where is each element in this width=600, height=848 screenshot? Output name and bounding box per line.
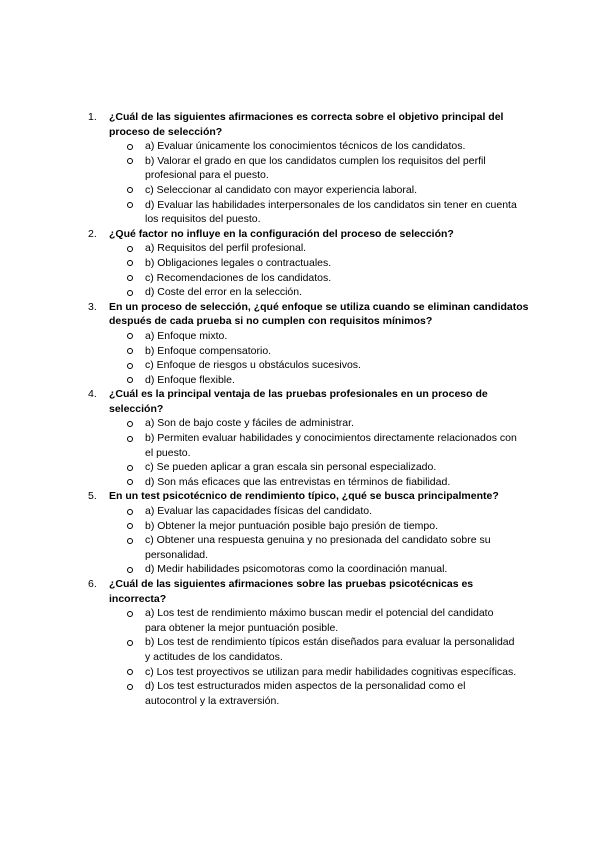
option-item bbox=[0, 460, 600, 475]
option-text: b) Obtener la mejor puntuación posible bajo presión de tiempo. bbox=[145, 519, 439, 532]
circle-bullet-icon bbox=[127, 669, 133, 675]
circle-bullet-icon bbox=[127, 684, 133, 690]
option-text: d) Evaluar las habilidades interpersonales de los candidatos sin tener en cuenta los requisitos del puesto. bbox=[145, 198, 517, 226]
question-item bbox=[0, 577, 600, 708]
circle-bullet-icon bbox=[127, 333, 133, 339]
question-number: 1. bbox=[88, 111, 97, 123]
circle-bullet-icon bbox=[127, 158, 133, 164]
option-text: d) Son más eficaces que las entrevistas en términos de fiabilidad. bbox=[145, 475, 451, 488]
option-text: d) Los test estructurados miden aspectos de la personalidad como el autocontrol y la extraversión. bbox=[145, 680, 466, 707]
circle-bullet-icon bbox=[127, 479, 133, 485]
option-item bbox=[0, 344, 600, 359]
circle-bullet-icon bbox=[127, 246, 133, 252]
option-item bbox=[0, 154, 600, 183]
option-item bbox=[0, 139, 600, 154]
question-number: 2. bbox=[88, 227, 97, 240]
option-text: d) Medir habilidades psicomotoras como la coordinación manual. bbox=[145, 563, 448, 576]
circle-bullet-icon bbox=[127, 202, 133, 208]
option-item bbox=[0, 198, 600, 227]
question-number: 3. bbox=[88, 300, 97, 313]
option-item bbox=[0, 504, 600, 519]
option-text: b) Permiten evaluar habilidades y conocimientos directamente relacionados con el puesto. bbox=[145, 432, 517, 459]
circle-bullet-icon bbox=[127, 523, 133, 529]
option-text: d) Coste del error en la selección. bbox=[145, 286, 302, 299]
option-item bbox=[0, 606, 600, 635]
question-number: 6. bbox=[88, 578, 97, 590]
option-item bbox=[0, 256, 600, 271]
question-item bbox=[0, 110, 600, 227]
option-text: b) Los test de rendimiento típicos están diseñados para evaluar la personalidad y actitudes de los candidatos. bbox=[145, 636, 515, 663]
question-text: En un proceso de selección, ¿qué enfoque se utiliza cuando se eliminan candidatos después de cada prueba si no cumplen con requisitos mínimos? bbox=[109, 300, 529, 328]
option-text: d) Enfoque flexible. bbox=[145, 373, 235, 386]
question-list bbox=[0, 110, 600, 708]
option-item bbox=[0, 519, 600, 534]
circle-bullet-icon bbox=[127, 187, 133, 193]
option-text: c) Enfoque de riesgos u obstáculos sucesivos. bbox=[145, 359, 361, 372]
circle-bullet-icon bbox=[127, 509, 133, 515]
option-list bbox=[0, 606, 600, 708]
option-item bbox=[0, 271, 600, 286]
option-item bbox=[0, 533, 600, 562]
question-text: ¿Cuál de las siguientes afirmaciones sobre las pruebas psicotécnicas es incorrecta? bbox=[109, 578, 474, 605]
option-item bbox=[0, 679, 600, 708]
option-text: c) Obtener una respuesta genuina y no presionada del candidato sobre su personalidad. bbox=[145, 534, 491, 561]
question-number: 4. bbox=[88, 388, 97, 401]
option-text: a) Requisitos del perfil profesional. bbox=[145, 242, 307, 255]
option-item bbox=[0, 562, 600, 577]
option-item bbox=[0, 431, 600, 460]
option-text: c) Recomendaciones de los candidatos. bbox=[145, 271, 332, 284]
question-item bbox=[0, 300, 600, 388]
option-item bbox=[0, 373, 600, 388]
option-item bbox=[0, 183, 600, 198]
circle-bullet-icon bbox=[127, 436, 133, 442]
question-item bbox=[0, 387, 600, 489]
option-text: a) Son de bajo coste y fáciles de administrar. bbox=[145, 417, 354, 430]
question-text: En un test psicotécnico de rendimiento típico, ¿qué se busca principalmente? bbox=[109, 490, 499, 503]
option-list bbox=[0, 241, 600, 299]
circle-bullet-icon bbox=[127, 377, 133, 383]
option-list bbox=[0, 504, 600, 577]
circle-bullet-icon bbox=[127, 465, 133, 471]
option-item bbox=[0, 285, 600, 300]
option-text: b) Enfoque compensatorio. bbox=[145, 344, 272, 357]
circle-bullet-icon bbox=[127, 567, 133, 573]
option-text: a) Los test de rendimiento máximo buscan medir el potencial del candidato para obtener la mejor puntuación posible. bbox=[145, 607, 494, 634]
question-text: ¿Cuál es la principal ventaja de las pruebas profesionales en un proceso de selección? bbox=[109, 388, 488, 415]
circle-bullet-icon bbox=[127, 290, 133, 296]
question-item bbox=[0, 227, 600, 300]
option-list bbox=[0, 329, 600, 387]
option-list bbox=[0, 139, 600, 227]
circle-bullet-icon bbox=[127, 421, 133, 427]
option-text: a) Enfoque mixto. bbox=[145, 329, 228, 342]
circle-bullet-icon bbox=[127, 640, 133, 646]
option-item bbox=[0, 665, 600, 680]
option-item bbox=[0, 475, 600, 490]
option-text: c) Seleccionar al candidato con mayor experiencia laboral. bbox=[145, 183, 417, 196]
question-text: ¿Qué factor no influye en la configuración del proceso de selección? bbox=[109, 227, 454, 240]
option-text: c) Se pueden aplicar a gran escala sin personal especializado. bbox=[145, 461, 437, 474]
option-item bbox=[0, 635, 600, 664]
circle-bullet-icon bbox=[127, 260, 133, 266]
option-item bbox=[0, 358, 600, 373]
option-item bbox=[0, 416, 600, 431]
circle-bullet-icon bbox=[127, 538, 133, 544]
option-text: b) Obligaciones legales o contractuales. bbox=[145, 256, 332, 269]
question-text: ¿Cuál de las siguientes afirmaciones es correcta sobre el objetivo principal del proceso de selección? bbox=[109, 111, 504, 138]
option-text: b) Valorar el grado en que los candidatos cumplen los requisitos del perfil profesional para el puesto. bbox=[145, 154, 486, 182]
option-list bbox=[0, 416, 600, 489]
option-text: a) Evaluar las capacidades físicas del candidato. bbox=[145, 505, 373, 518]
question-number: 5. bbox=[88, 490, 97, 503]
question-item bbox=[0, 489, 600, 577]
circle-bullet-icon bbox=[127, 611, 133, 617]
circle-bullet-icon bbox=[127, 144, 133, 150]
option-text: c) Los test proyectivos se utilizan para medir habilidades cognitivas específicas. bbox=[145, 665, 517, 678]
circle-bullet-icon bbox=[127, 363, 133, 369]
option-text: a) Evaluar únicamente los conocimientos técnicos de los candidatos. bbox=[145, 140, 466, 153]
option-item bbox=[0, 241, 600, 256]
circle-bullet-icon bbox=[127, 348, 133, 354]
option-item bbox=[0, 329, 600, 344]
circle-bullet-icon bbox=[127, 275, 133, 281]
